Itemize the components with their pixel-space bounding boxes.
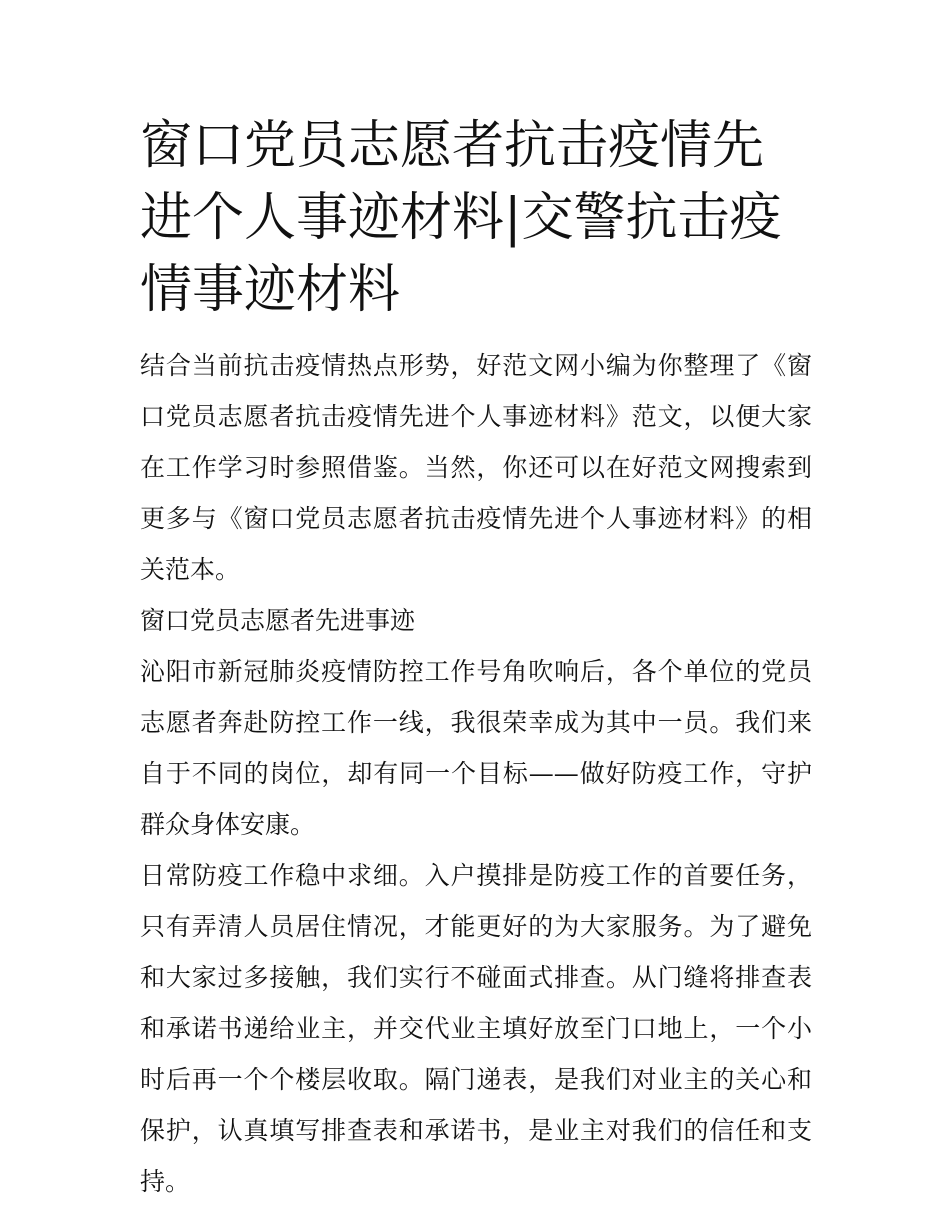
document-page	[140, 110, 812, 1207]
body-paragraph-1: 沁阳市新冠肺炎疫情防控工作号角吹响后，各个单位的党员志愿者奔赴防控工作一线，我很荣幸成为其中一员。我们来自于不同的岗位，却有同一个目标——做好防疫工作，守护群众身体安康。	[140, 657, 812, 839]
body-paragraph-2: 日常防疫工作稳中求细。入户摸排是防疫工作的首要任务，只有弄清人员居住情况，才能更好的为大家服务。为了避免和大家过多接触，我们实行不碰面式排查。从门缝将排查表和承诺书递给业主，并交代业主填好放至门口地上，一个小时后再一个个楼层收取。隔门递表，是我们对业主的关心和保护，认真填写排查表和承诺书，是业主对我们的信任和支持。	[140, 861, 812, 1196]
intro-paragraph: 结合当前抗击疫情热点形势，好范文网小编为你整理了《窗口党员志愿者抗击疫情先进个人事迹材料》范文，以便大家在工作学习时参照借鉴。当然，你还可以在好范文网搜索到更多与《窗口党员志愿者抗击疫情先进个人事迹材料》的相关范本。	[140, 351, 812, 584]
section-subheading: 窗口党员志愿者先进事迹	[140, 606, 416, 635]
document-title: 窗口党员志愿者抗击疫情先进个人事迹材料|交警抗击疫情事迹材料	[140, 116, 782, 320]
